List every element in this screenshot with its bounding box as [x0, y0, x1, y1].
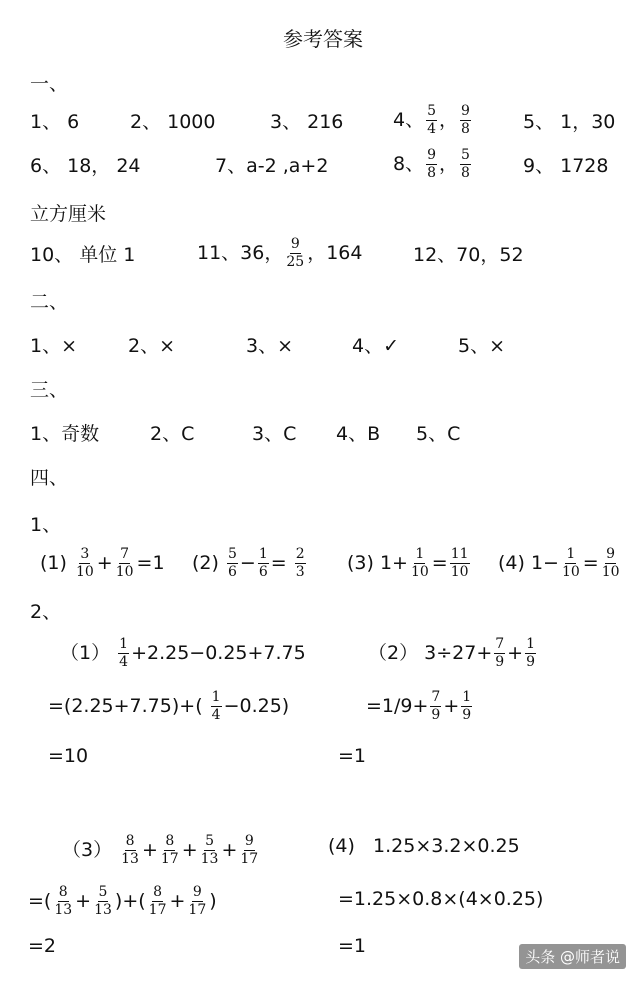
answer-1-12: 12、70，52 — [413, 244, 524, 266]
fraction: $\frac{1}{4}$ — [119, 636, 129, 670]
calc-4-2-3-step2: =2 — [28, 935, 57, 957]
calc-4-1-2: (2) $\frac{5}{6}$ − $\frac{1}{6}$ = $\frac{2}{3}$ — [192, 546, 305, 580]
fraction: $\frac{11}{10}$ — [450, 546, 469, 580]
answer-1-9: 9、 1728 — [523, 155, 609, 177]
fraction: $\frac{5}{13}$ — [94, 884, 112, 918]
answer-1-5: 5、 1，30 — [523, 111, 616, 133]
question-4-1-label: 1、 — [30, 514, 62, 536]
calc-4-2-2-step2: =1 — [338, 745, 367, 767]
answer-3-4: 4、B — [336, 423, 381, 445]
answer-3-1: 1、奇数 — [30, 423, 100, 445]
calc-4-1-4: (4) 1− $\frac{1}{10}$ = $\frac{9}{10}$ — [498, 546, 620, 580]
section-2-heading: 二、 — [30, 291, 69, 313]
fraction: $\frac{9}{17}$ — [240, 833, 259, 867]
calc-4-2-4-step2: =1 — [338, 935, 367, 957]
answer-1-11: 11、36， $\frac{9}{25}$ ，164 — [197, 236, 363, 270]
watermark: 头条 @师者说 — [519, 944, 626, 969]
calc-4-2-1: （1） $\frac{1}{4}$ +2.25−0.25+7.75 — [60, 636, 306, 670]
answer-3-5: 5、C — [416, 423, 461, 445]
fraction: $\frac{1}{4}$ — [211, 689, 221, 723]
fraction: $\frac{9}{10}$ — [601, 546, 620, 580]
fraction: $\frac{1}{9}$ — [462, 689, 472, 723]
answer-1-4: 4、 $\frac{5}{4}$ ， $\frac{9}{8}$ — [393, 103, 470, 137]
answer-1-1: 1、 6 — [30, 111, 80, 133]
fraction: $\frac{1}{9}$ — [526, 636, 535, 670]
answer-3-3: 3、C — [252, 423, 297, 445]
answer-1-8: 8、 $\frac{9}{8}$ ， $\frac{5}{8}$ — [393, 147, 470, 181]
fraction: $\frac{8}{13}$ — [54, 884, 73, 918]
fraction: $\frac{9}{8}$ — [461, 103, 470, 137]
fraction: $\frac{5}{6}$ — [227, 546, 237, 580]
calc-4-2-3: （3） $\frac{8}{13}$ + $\frac{8}{17}$ + $\frac{5}{13}$ + $\frac{9}{17}$ — [62, 833, 259, 867]
page-title: 参考答案 — [283, 27, 363, 51]
fraction: $\frac{1}{10}$ — [561, 546, 580, 580]
calc-4-1-3: (3) 1+ $\frac{1}{10}$ = $\frac{11}{10}$ — [347, 546, 469, 580]
calc-4-2-2-step1: =1/9+ $\frac{7}{9}$ + $\frac{1}{9}$ — [366, 689, 472, 723]
fraction: $\frac{5}{8}$ — [461, 147, 470, 181]
calc-4-2-2: （2） 3÷27+ $\frac{7}{9}$ + $\frac{1}{9}$ — [368, 636, 535, 670]
fraction: $\frac{2}{3}$ — [295, 546, 305, 580]
section-3-heading: 三、 — [30, 379, 69, 401]
fraction: $\frac{7}{9}$ — [431, 689, 441, 723]
question-4-2-label: 2、 — [30, 601, 62, 623]
section-1-heading: 一、 — [30, 73, 69, 95]
answer-1-6: 6、 18， 24 — [30, 155, 141, 177]
answer-1-3: 3、 216 — [270, 111, 344, 133]
fraction: $\frac{5}{13}$ — [200, 833, 219, 867]
calc-4-2-4: (4) 1.25×3.2×0.25 — [328, 835, 520, 857]
calc-4-2-3-step1: =( $\frac{8}{13}$ + $\frac{5}{13}$ )+( $\frac{8}{17}$ + $\frac{9}{17}$ ) — [28, 884, 217, 918]
answer-2-4: 4、✓ — [352, 335, 400, 357]
answer-1-2: 2、 1000 — [130, 111, 216, 133]
fraction: $\frac{9}{8}$ — [427, 147, 437, 181]
answer-3-2: 2、C — [150, 423, 195, 445]
fraction: $\frac{1}{6}$ — [258, 546, 268, 580]
calc-4-2-4-step1: =1.25×0.8×(4×0.25) — [338, 888, 544, 910]
fraction: $\frac{9}{17}$ — [188, 884, 207, 918]
fraction: $\frac{7}{10}$ — [115, 546, 134, 580]
answer-1-10: 10、 单位 1 — [30, 244, 136, 266]
answer-2-3: 3、× — [246, 335, 294, 357]
fraction: $\frac{7}{9}$ — [495, 636, 505, 670]
answer-unit: 立方厘米 — [30, 203, 107, 225]
calc-4-2-1-step2: =10 — [48, 745, 89, 767]
fraction: $\frac{5}{4}$ — [427, 103, 437, 137]
answer-2-2: 2、× — [128, 335, 176, 357]
fraction: $\frac{8}{13}$ — [121, 833, 139, 867]
answer-1-7: 7、a-2 ,a+2 — [215, 155, 329, 177]
fraction: $\frac{8}{17}$ — [160, 833, 179, 867]
answer-2-1: 1、× — [30, 335, 78, 357]
fraction: $\frac{1}{10}$ — [410, 546, 429, 580]
answer-2-5: 5、× — [458, 335, 506, 357]
fraction: $\frac{8}{17}$ — [148, 884, 167, 918]
fraction: $\frac{9}{25}$ — [286, 236, 305, 270]
fraction: $\frac{3}{10}$ — [75, 546, 94, 580]
calc-4-2-1-step1: =(2.25+7.75)+( $\frac{1}{4}$ −0.25) — [48, 689, 290, 723]
section-4-heading: 四、 — [30, 467, 69, 489]
calc-4-1-1: (1) $\frac{3}{10}$ + $\frac{7}{10}$ =1 — [40, 546, 165, 580]
